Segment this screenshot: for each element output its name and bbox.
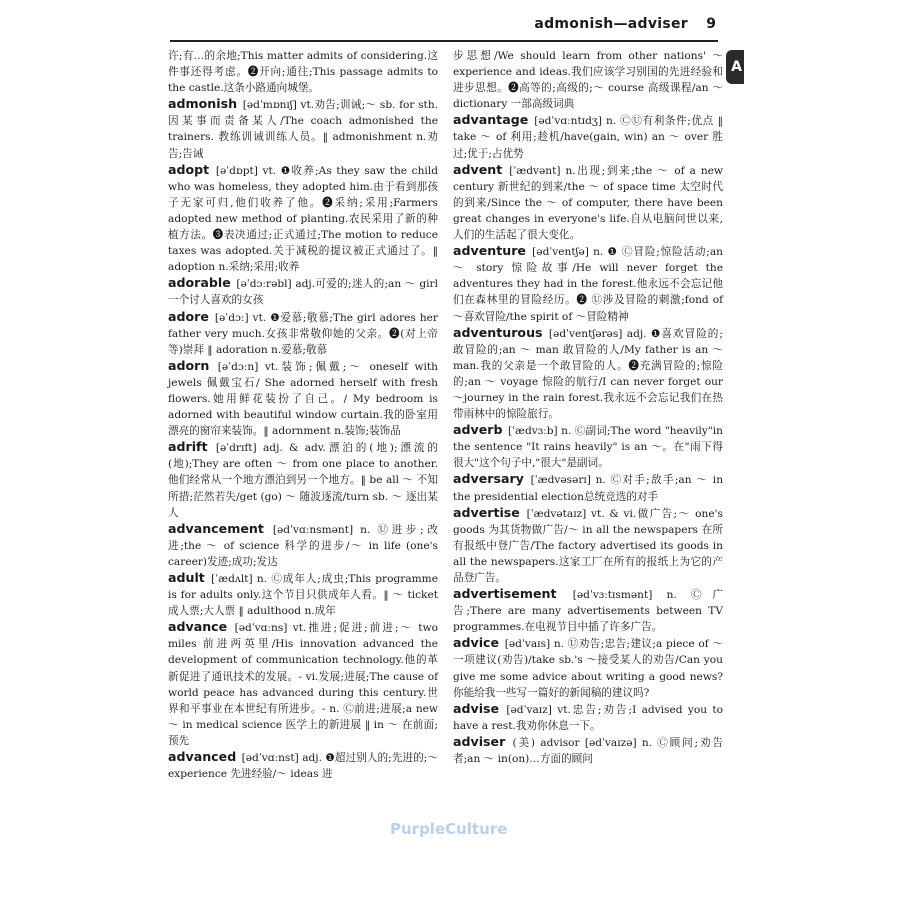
headword: advanced <box>168 749 237 765</box>
pronunciation: [ədˈvɜːtɪsmənt] <box>572 589 653 602</box>
definition-text: vt. ❶收养;As they saw the child who was homeless, they adopted him.由于看到那孩子无家可归,他们收养了他。❷采纳;采用;Farmers adopted new method of planting.农民采用了新的种植方法。❸表决通过;正式通过;The motion to reduce taxes was adopted.关于减税的提议被正式通过了。‖ adoption n.采纳;采用;收养 <box>168 164 438 274</box>
headword: adventure <box>453 243 526 259</box>
pronunciation: [əˈdɔː] <box>214 311 249 324</box>
headword: adorable <box>168 275 231 291</box>
definition-text: n. Ⓒ广告;There are many advertisements between TV programmes.在电视节目中插了许多广告。 <box>453 589 724 634</box>
dictionary-entry <box>453 734 723 767</box>
guide-words: admonish—adviser <box>534 16 688 32</box>
headword: adviser <box>453 733 506 749</box>
definition-text: adj. & adv.漂泊的(地);漂流的(地);They are often ～ from one place to another.他们经常从一个地方漂泊到另一个地方。‖ be all ～ 不知所措;茫然若失/get (go) ～ 随波逐流/turn sb. ～ 逐出某人 <box>168 442 438 519</box>
dictionary-entry <box>453 471 723 504</box>
headword: adore <box>168 308 209 324</box>
definition-text: vt.忠告;劝告;I advised you to have a rest.我劝你休息一下。 <box>453 703 723 732</box>
definition-text: n. Ⓤ进步;改进;the ～ of science 科学的进步/～ in life (one's career)发迹;成功;发达 <box>168 523 438 568</box>
dictionary-entry <box>453 586 723 635</box>
headword: advance <box>168 619 228 635</box>
pronunciation: [ədˈvɑːns] <box>234 622 288 635</box>
pronunciation: [ədˈventʃərəs] <box>548 327 623 340</box>
dictionary-entry <box>453 505 723 586</box>
definition-text: n. Ⓤ劝告;忠告;建议;a piece of ～一项建议(劝告)/take sb.'s ～接受某人的劝告/Can you give me some advice about writing a good news? 你能给我一些写一篇好的新闻稿的建议吗? <box>453 638 723 699</box>
dictionary-entry <box>453 701 723 734</box>
dictionary-entry <box>168 521 438 570</box>
left-column <box>168 48 438 782</box>
pronunciation: [əˈdɔːrəbl] <box>236 278 292 291</box>
entry-continuation <box>453 48 723 112</box>
pronunciation: [ədˈvɑːnst] <box>241 752 299 765</box>
headword: advice <box>453 635 500 651</box>
definition-text: n.出现;到来;the ～ of a new century 新世纪的到来/the ～ of space time 太空时代的到来/Since the ～ of computer, there have been great changes in everyone's life.自从电脑问世以来,人们的生活起了很大变化。 <box>453 164 723 242</box>
pronunciation: [ədˈmɒnɪʃ] <box>242 99 297 112</box>
dictionary-entry <box>453 112 723 161</box>
pronunciation: [ədˈvaɪs] <box>504 638 551 651</box>
dictionary-entry <box>168 96 438 161</box>
definition-text: vt.推进;促进;前进;～ two miles 前进两英里/His innovation advanced the development of communication technology.他的革新促进了通讯技术的发展。- vi.发展;进展;The cause of world peace has advanced during this century.世界和平事业在本世纪有所进步。- n. Ⓒ前进;进展;a new ～ in medical science 医学上的新进展 ‖ in ～ 在前面;预先 <box>168 622 439 747</box>
dictionary-entry <box>168 162 438 276</box>
dictionary-entry <box>168 619 438 749</box>
definition-text: n. Ⓒ顾问;劝告者;an ～ in(on)…方面的顾问 <box>453 736 723 766</box>
definition-text: n. Ⓒ成年人;成虫;This programme is for adults only.这个节目只供成年人看。‖ ～ ticket 成人票;大人票 ‖ adulthood n.成年 <box>168 573 438 618</box>
definition-text: n. Ⓒ副词;The word "heavily"in the sentence "It rains heavily" is an ～。在"雨下得很大"这个句子中,"很大"是副词。 <box>453 425 723 470</box>
definition-text: vt.劝告;训诫;～ sb. for sth. 因某事而责备某人/The coach admonished the trainers. 教练训诫训练人员。‖ admonishment n.劝告;告诫 <box>168 99 439 160</box>
dictionary-entry <box>453 162 723 243</box>
definition-text: 步思想/We should learn from other nations' ～ experience and ideas.我们应该学习别国的先进经验和进步思想。❷高等的;高级的;～ course 高级课程/an ～ dictionary 一部高级词典 <box>453 50 723 111</box>
headword: adopt <box>168 161 210 177</box>
headword: adult <box>168 570 205 585</box>
definition-text: vt. ❶爱慕;敬慕;The girl adores her father very much.女孩非常敬仰她的父亲。❷(对上帝等)崇拜 ‖ adoration n.爱慕;敬慕 <box>168 311 438 356</box>
headword: advertisement <box>453 586 557 602</box>
dictionary-entry <box>453 325 723 423</box>
headword: adversary <box>453 471 524 487</box>
pronunciation: [əˈdɔːn] <box>217 360 259 373</box>
dictionary-entry <box>168 358 438 439</box>
headword: adorn <box>168 357 210 373</box>
definition-text: 许;有…的余地;This matter admits of considering.这件事还得考虑。❷开向;通往;This passage admits to the castle.这条小路通向城堡。 <box>168 50 438 95</box>
headword: adverb <box>453 422 503 438</box>
dictionary-entry <box>168 570 438 619</box>
headword: admonish <box>168 96 238 112</box>
page-number: 9 <box>706 16 716 32</box>
headword: adrift <box>168 439 208 455</box>
headword: advantage <box>453 112 529 128</box>
right-column <box>453 48 723 767</box>
pronunciation: [ˈædʌlt] <box>211 573 253 585</box>
definition-text: n. Ⓒ对手;敌手;an ～ in the presidential election总统竞选的对手 <box>453 474 724 503</box>
pronunciation: [ˈædvətaɪz] <box>526 507 587 520</box>
thumb-index-tab: A <box>726 50 744 84</box>
headword: adventurous <box>453 324 543 340</box>
pronunciation: [ədˈvɑːntɪdʒ] <box>534 115 603 128</box>
pronunciation: [ədˈventʃə] <box>532 246 589 259</box>
dictionary-entry <box>168 749 438 782</box>
definition-text: n. ❶ Ⓒ冒险;惊险活动;an ～ story 惊险故事/He will never forget the adventures they had in the forest.他永远不会忘记他们在森林里的冒险经历。❷ Ⓤ涉及冒险的刺激;fond of ～喜欢冒险/the spirit of ～冒险精神 <box>453 246 724 323</box>
page-header <box>170 12 718 42</box>
dictionary-entry <box>453 243 723 324</box>
pronunciation: [ˈædvənt] <box>509 164 561 177</box>
pronunciation: [ədˈvɑːnsmənt] <box>272 523 354 536</box>
headword: advancement <box>168 520 264 536</box>
definition-text: adj. ❶喜欢冒险的;敢冒险的;an ～ man 敢冒险的人/My father is an ～ man.我的父亲是一个敢冒险的人。❷充满冒险的;惊险的;an ～ voyage 惊险的航行/I can never forget our ～journey in the rain forest.我永远不会忘记我们在热带雨林中的惊险旅行。 <box>453 327 723 421</box>
definition-text: adj. ❶超过别人的;先进的;～ experience 先进经验/～ ideas 进 <box>168 752 438 781</box>
definition-text: vt. & vi.做广告;～ one's goods 为其货物做广告/～ in all the newspapers 在所有报纸中登广告/The factory advertised its goods in all the newspapers.这家工厂在所有的报纸上为它的产品登广告。 <box>453 507 723 584</box>
dictionary-entry <box>453 635 723 700</box>
pronunciation: [ˈædvɜːb] <box>507 425 558 438</box>
pronunciation: [ədˈvaɪz] <box>506 703 552 716</box>
entry-continuation <box>168 48 438 96</box>
dictionary-entry <box>168 309 438 358</box>
pronunciation: [əˈdɒpt] <box>215 164 258 177</box>
pronunciation: [əˈdrɪft] <box>215 442 257 455</box>
definition-text: adj.可爱的;迷人的;an ～ girl 一个讨人喜欢的女孩 <box>168 278 438 307</box>
watermark: PurpleCulture <box>390 820 508 838</box>
dictionary-entry <box>453 422 723 471</box>
pronunciation: [ˈædvəsərɪ] <box>530 474 591 487</box>
pronunciation: (美) advisor [ədˈvaɪzə] <box>512 736 637 749</box>
headword: advise <box>453 700 500 716</box>
definition-text: vt.装饰;佩戴;～ oneself with jewels 佩戴宝石/ She adorned herself with fresh flowers.她用鲜花装扮了自己。/ My bedroom is adorned with beautiful window curtain.我的卧室用漂亮的窗帘来装饰。‖ adornment n.装饰;装饰品 <box>168 360 439 438</box>
headword: advertise <box>453 504 520 520</box>
dictionary-entry <box>168 439 438 520</box>
headword: advent <box>453 161 503 177</box>
definition-text: n. ⒸⓊ有利条件;优点 ‖ take ～ of 利用;趁机/have(gain, win) an ～ over 胜过;优于;占优势 <box>453 115 724 160</box>
dictionary-entry <box>168 275 438 308</box>
